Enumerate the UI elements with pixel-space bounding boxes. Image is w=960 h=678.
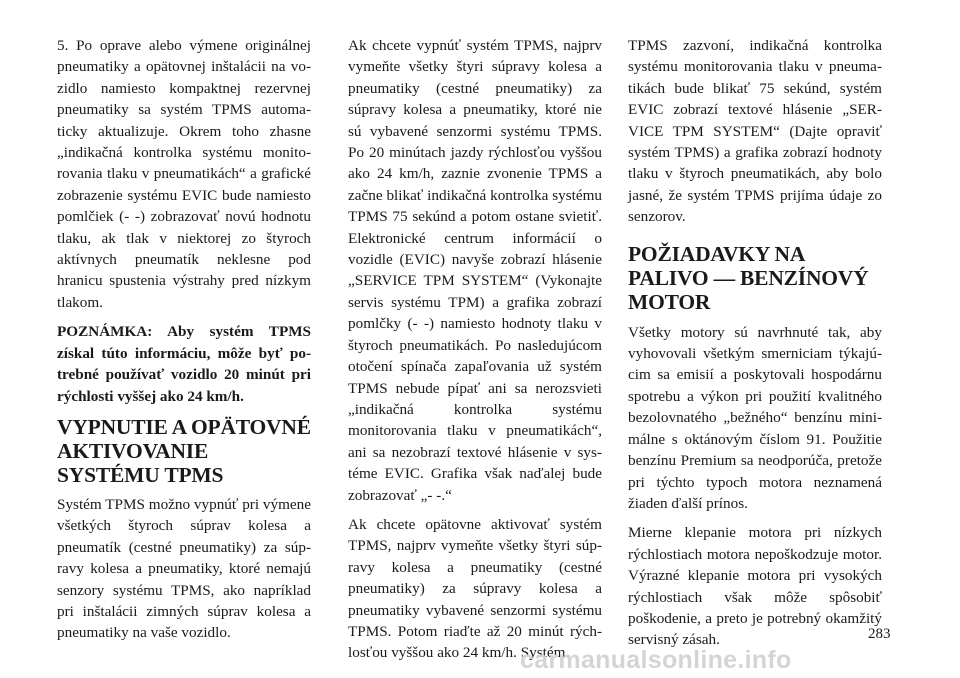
column-3 [628,35,882,659]
watermark: carmanualsonline.info [520,646,792,674]
column-1 [57,35,311,652]
section-heading-tpms-deactivation: VYPNUTIE A OPÄTOVNÉ AKTIVOVANIE SYSTÉMU TPMS [57,414,311,487]
column-2 [348,35,602,672]
paragraph-tpms-disable-procedure: Ak chcete vypnúť systém TPMS, najprv vymeňte všetky štyri súpravy kolesa a pneumatiky (cestné pneumatiky) za súpravy kolesa a pneumatiky, ktoré nie sú vybavené senzormi systému TPMS. Po 20 minútach jazdy rýchlosťou vyššou ako 24 km/h, zaznie zvonenie TPMS a začne blikať indikačná kontrolka systému TPMS 75 sekúnd a potom ostane svietiť. Elektronické centrum informácií o vozidle (EVIC) navyše zobrazí hlásenie „SERVICE TPM SYSTEM“ (Vykonajte servis systému TPM) a grafika zobrazí pomlčky (- -) namiesto hodnoty tlaku v štyroch pneumatikách. Po nasledujúcom otočení spínača zapaľovania už systém TPMS nebude pípať ani sa nerozsvieti „indikačná kontrolka systému monitorovania tlaku v pneumatikách“, ani sa nezobrazí textové hlásenie v systéme EVIC. Grafika však naďalej bude zobrazovať „- -.“ [348,37,602,504]
paragraph-tpms-update: 5. Po oprave alebo výmene originálnej pneumatiky a opätovnej inštalácii na vozidlo namiesto kompaktnej rezervnej pneumatiky sa systém TPMS automaticky aktualizuje. Okrem toho zhasne „indikačná kontrolka systému monitorovania tlaku v pneumatikách“ a grafické zobrazenie systému EVIC bude namiesto pomlčiek (- -) zobrazovať novú hodnotu tlaku, ak tlak v niektorej zo štyroch aktívnych pneumatík neklesne pod hranicu spustenia výstrahy pred nízkym tlakom. [57,37,311,311]
paragraph-tpms-disable-intro: Systém TPMS možno vypnúť pri výmene všetkých štyroch súprav kolesa a pneumatík (cestné pneumatiky) za súpravy kolesa a pneumatiky, ktoré nemajú senzory systému TPMS, ako napríklad pri inštalácii zimných súprav kolesa a pneumatiky na vaše vozidlo. [57,495,311,642]
section-heading-fuel-requirements: POŽIADAVKY NA PALIVO — BENZÍNOVÝ MOTOR [628,241,869,314]
note-paragraph: POZNÁMKA: Aby systém TPMS získal túto informáciu, môže byť potrebné používať vozidlo 20 minút pri rýchlosti vyššej ako 24 km/h. [57,323,311,405]
paragraph-fuel-octane: Všetky motory sú navrhnuté tak, aby vyhovovali všetkým smerniciam týkajúcim sa emisií a poskytovali hospodárnu spotrebu a výkon pri použití kvalitného bezolovnatého „bežného“ benzínu minimálne s oktánovým číslom 91. Použitie benzínu Premium sa neodporúča, pretože pri týchto typoch motora neznamená žiaden ďalší prínos. [628,323,882,512]
paragraph-tpms-reactivate: Ak chcete opätovne aktivovať systém TPMS, najprv vymeňte všetky štyri súpravy kolesa a pneumatiky (cestné pneumatiky) za súpravy kolesa a pneumatiky vybavené senzormi systému TPMS. Potom riaďte až 20 minút rýchlosťou vyššou ako 24 km/h. Systém [348,515,602,662]
page-number: 283 [868,626,891,642]
paragraph-tpms-reactivate-continued: TPMS zazvoní, indikačná kontrolka systému monitorovania tlaku v pneumatikách bude blikať 75 sekúnd, systém EVIC zobrazí textové hlásenie „SERVICE TPM SYSTEM“ (Dajte opraviť systém TPMS) a grafika zobrazí hodnoty tlaku v štyroch pneumatikách, aby bolo jasné, že systém TPMS prijíma údaje zo senzorov. [628,37,882,226]
paragraph-engine-knock: Mierne klepanie motora pri nízkych rýchlostiach motora nepoškodzuje motor. Výrazné klepanie motora pri vysokých rýchlostiach však môže spôsobiť poškodenie, a preto je potrebný okamžitý servisný zásah. [628,524,882,649]
